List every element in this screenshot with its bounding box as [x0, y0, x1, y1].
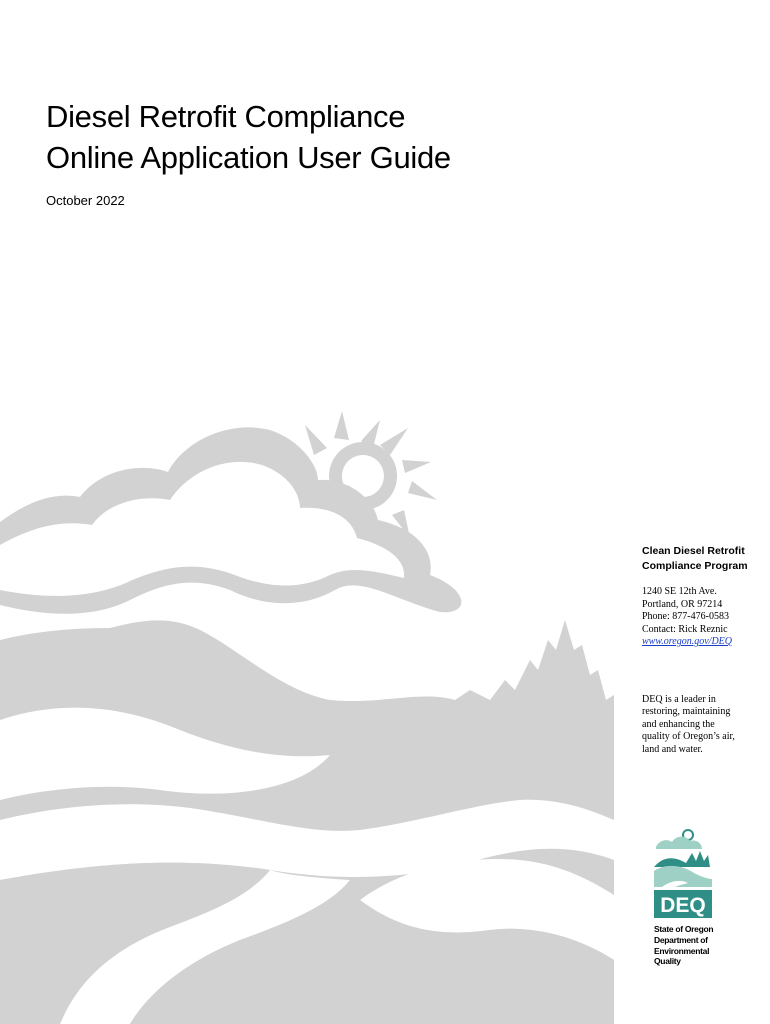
mission-line-3: and enhancing the: [642, 718, 715, 730]
contact-sidebar: [642, 544, 760, 756]
mission-line-2: restoring, maintaining: [642, 706, 731, 717]
deq-caption-line-3: Environmental: [654, 945, 710, 956]
deq-caption: [654, 924, 713, 967]
deq-caption-line-2: Department of: [654, 934, 708, 945]
website-link[interactable]: www.oregon.gov/DEQ: [642, 636, 732, 647]
title-block: [46, 96, 451, 178]
mission-line-5: land and water.: [642, 743, 703, 755]
deq-logo: [652, 827, 714, 919]
document-date: October 2022: [46, 193, 125, 208]
contact-name: Contact: Rick Reznic: [642, 623, 728, 635]
deq-wordmark: DEQ: [660, 894, 706, 917]
address-line-1: 1240 SE 12th Ave.: [642, 586, 717, 597]
mission-line-1: DEQ is a leader in: [642, 693, 716, 705]
mission-statement: [642, 694, 760, 757]
mission-line-4: quality of Oregon’s air,: [642, 731, 735, 742]
deq-caption-line-4: Quality: [654, 956, 681, 967]
document-title-line-1: Diesel Retrofit Compliance: [46, 99, 406, 134]
program-name-line-2: Compliance Program: [642, 560, 748, 572]
program-name-line-1: Clean Diesel Retrofit: [642, 545, 745, 557]
program-name: [642, 544, 760, 574]
phone-number: Phone: 877-476-0583: [642, 611, 729, 622]
document-title-line-2: Online Application User Guide: [46, 140, 451, 175]
address-line-2: Portland, OR 97214: [642, 598, 723, 610]
deq-caption-line-1: State of Oregon: [654, 924, 714, 934]
contact-address: [642, 586, 760, 649]
